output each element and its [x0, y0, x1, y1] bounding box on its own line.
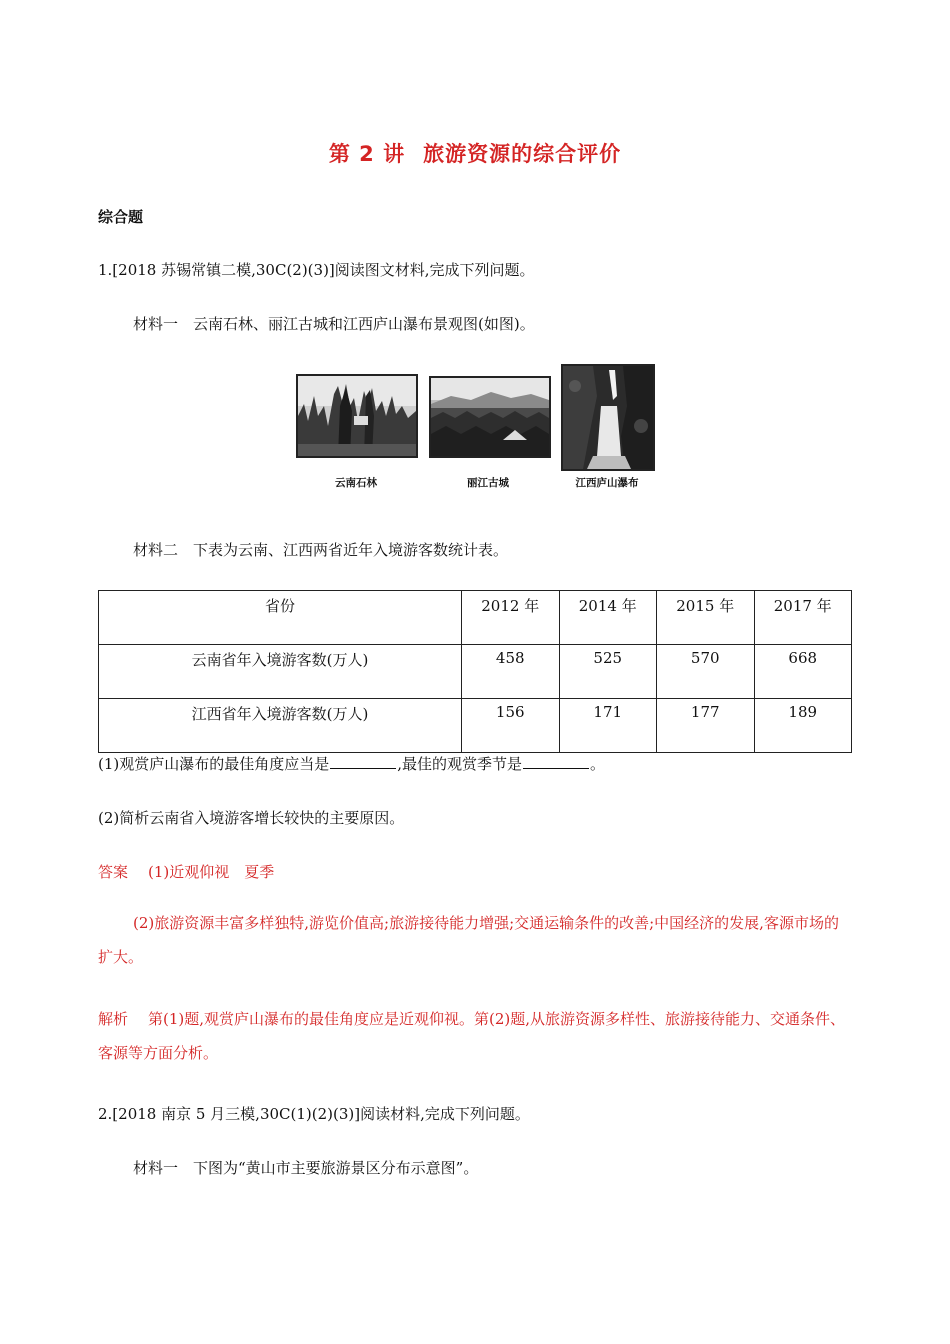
- table-header-cell: 2015 年: [657, 591, 755, 645]
- answer-part-2: (2)旅游资源丰富多样独特,游览价值高;旅游接待能力增强;交通运输条件的改善;中国经济的发展,客源市场的扩大。: [98, 914, 839, 966]
- table-row: [99, 645, 852, 699]
- table-cell: 525: [559, 645, 657, 699]
- q1-sub1-part-b: ,最佳的观赏季节是: [397, 755, 523, 773]
- q1-stem: 1.[2018 苏锡常镇二模,30C(2)(3)]阅读图文材料,完成下列问题。: [98, 261, 535, 279]
- q1-answer: [98, 862, 274, 882]
- page-title: [0, 138, 950, 168]
- table-cell: 458: [462, 645, 560, 699]
- table-header-cell: 2017 年: [754, 591, 852, 645]
- tourist-stats-table: [98, 590, 852, 753]
- q1-analysis: [98, 1002, 852, 1070]
- table-cell: 江西省年入境游客数(万人): [99, 699, 462, 753]
- answer-blank-1[interactable]: [330, 754, 396, 769]
- table-header-row: [99, 591, 852, 645]
- q1-sub2: (2)简析云南省入境游客增长较快的主要原因。: [98, 809, 405, 827]
- table-cell: 570: [657, 645, 755, 699]
- caption-lushan: 江西庐山瀑布: [575, 477, 639, 489]
- table-header-cell: 2014 年: [559, 591, 657, 645]
- table-cell: 156: [462, 699, 560, 753]
- stone-forest-photo: [296, 374, 418, 458]
- table-cell: 189: [754, 699, 852, 753]
- q2-stem: 2.[2018 南京 5 月三模,30C(1)(2)(3)]阅读材料,完成下列问题。: [98, 1105, 530, 1123]
- table-cell: 云南省年入境游客数(万人): [99, 645, 462, 699]
- table-header-cell: 2012 年: [462, 591, 560, 645]
- lijiang-old-town-photo: [429, 376, 551, 458]
- analysis-text: 第(1)题,观赏庐山瀑布的最佳角度应是近观仰视。第(2)题,从旅游资源多样性、旅游接待能力、交通条件、客源等方面分析。: [98, 1010, 846, 1062]
- q1-material2: 材料二 下表为云南、江西两省近年入境游客数统计表。: [133, 541, 509, 559]
- q1-material1: 材料一 云南石林、丽江古城和江西庐山瀑布景观图(如图)。: [133, 315, 535, 333]
- section-heading: 综合题: [98, 208, 144, 226]
- caption-lijiang: 丽江古城: [467, 477, 509, 489]
- lushan-waterfall-photo: [561, 364, 655, 471]
- q1-sub1-part-a: (1)观赏庐山瀑布的最佳角度应当是: [98, 755, 330, 773]
- answer-part-1: (1)近观仰视 夏季: [148, 863, 275, 881]
- caption-stone-forest: 云南石林: [335, 477, 377, 489]
- table-row: [99, 699, 852, 753]
- table-cell: 171: [559, 699, 657, 753]
- q1-sub1: [98, 754, 605, 774]
- table-header-cell: 省份: [99, 591, 462, 645]
- q1-sub1-part-c: 。: [590, 755, 606, 773]
- table-cell: 177: [657, 699, 755, 753]
- q2-material1: 材料一 下图为“黄山市主要旅游景区分布示意图”。: [133, 1159, 479, 1177]
- answer-blank-2[interactable]: [523, 754, 589, 769]
- analysis-label: 解析: [98, 1010, 129, 1028]
- lecture-topic: 旅游资源的综合评价: [423, 142, 622, 166]
- table-cell: 668: [754, 645, 852, 699]
- lecture-number: 第 2 讲: [328, 142, 406, 166]
- answer-label: 答案: [98, 863, 129, 881]
